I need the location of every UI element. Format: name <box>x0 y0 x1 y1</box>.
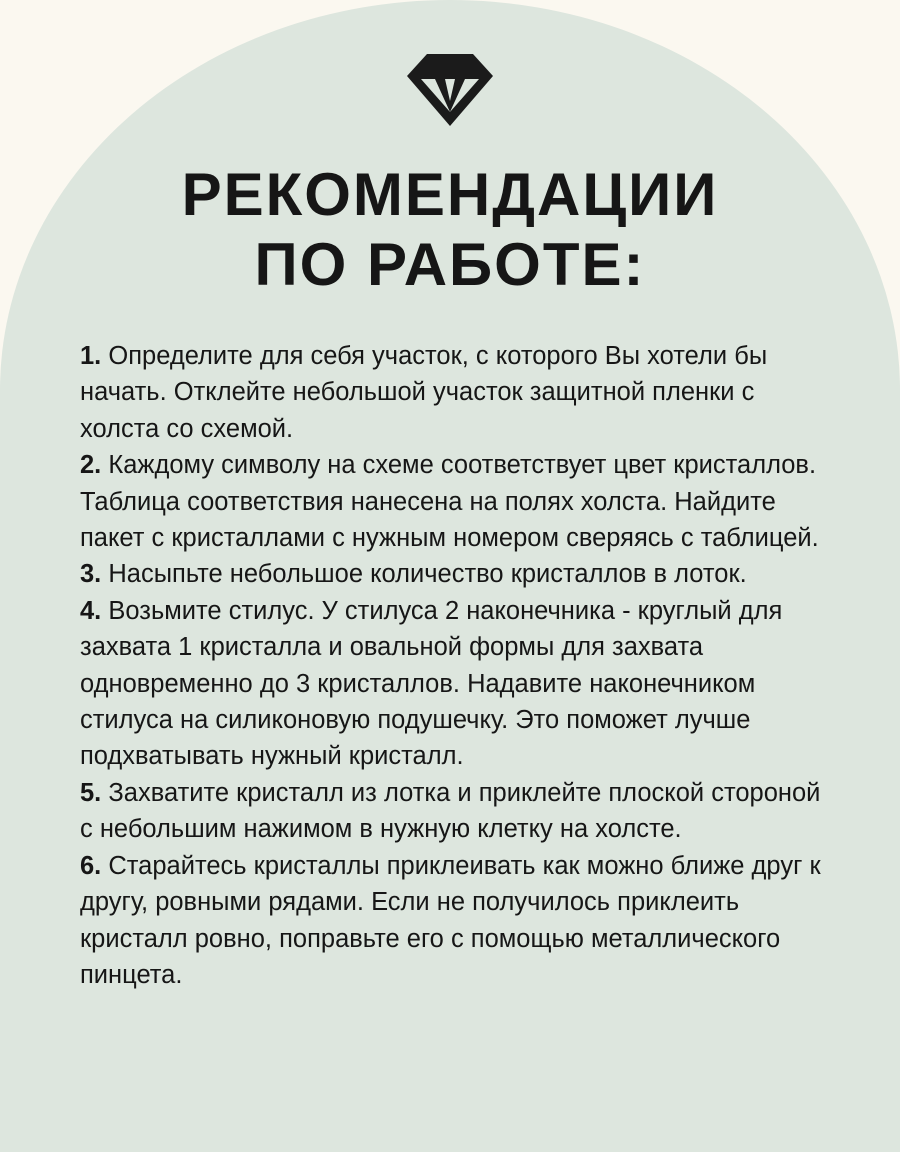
step-text: Старайтесь кристаллы приклеивать как можно ближе друг к другу, ровными рядами. Если не получилось приклеить кристалл ровно, поправьте его с помощью металлического пинцета. <box>80 851 821 989</box>
title-line-1: РЕКОМЕНДАЦИИ <box>181 161 719 228</box>
instruction-step-2 <box>80 447 825 556</box>
step-number: 2. <box>80 451 102 480</box>
page-title <box>0 160 900 300</box>
instruction-step-6 <box>80 848 825 994</box>
instruction-step-5 <box>80 775 825 848</box>
instruction-step-1 <box>80 338 825 447</box>
instructions-list <box>80 338 825 993</box>
step-number: 6. <box>80 851 102 880</box>
step-number: 4. <box>80 596 102 625</box>
step-text: Каждому символу на схеме соответствует цвет кристаллов. Таблица соответствия нанесена на полях холста. Найдите пакет с кристаллами с нужным номером сверяясь с таблицей. <box>80 451 819 553</box>
step-text: Насыпьте небольшое количество кристаллов в лоток. <box>108 560 747 589</box>
title-line-2: ПО РАБОТЕ: <box>254 231 646 298</box>
step-text: Определите для себя участок, с которого Вы хотели бы начать. Отклейте небольшой участок защитной пленки с холста со схемой. <box>80 342 768 443</box>
step-number: 3. <box>80 560 102 589</box>
diamond-icon <box>405 52 495 128</box>
step-number: 5. <box>80 778 102 807</box>
instruction-step-3 <box>80 556 825 592</box>
step-text: Захватите кристалл из лотка и приклейте плоской стороной с небольшим нажимом в нужную клетку на холсте. <box>80 778 821 844</box>
step-text: Возьмите стилус. У стилуса 2 наконечника - круглый для захвата 1 кристалла и овальной формы для захвата одновременно до 3 кристаллов. Надавите наконечником стилуса на силиконовую подушечку. Это поможет лучше подхватывать нужный кристалл. <box>80 596 783 771</box>
instruction-step-4 <box>80 593 825 775</box>
step-number: 1. <box>80 342 102 370</box>
